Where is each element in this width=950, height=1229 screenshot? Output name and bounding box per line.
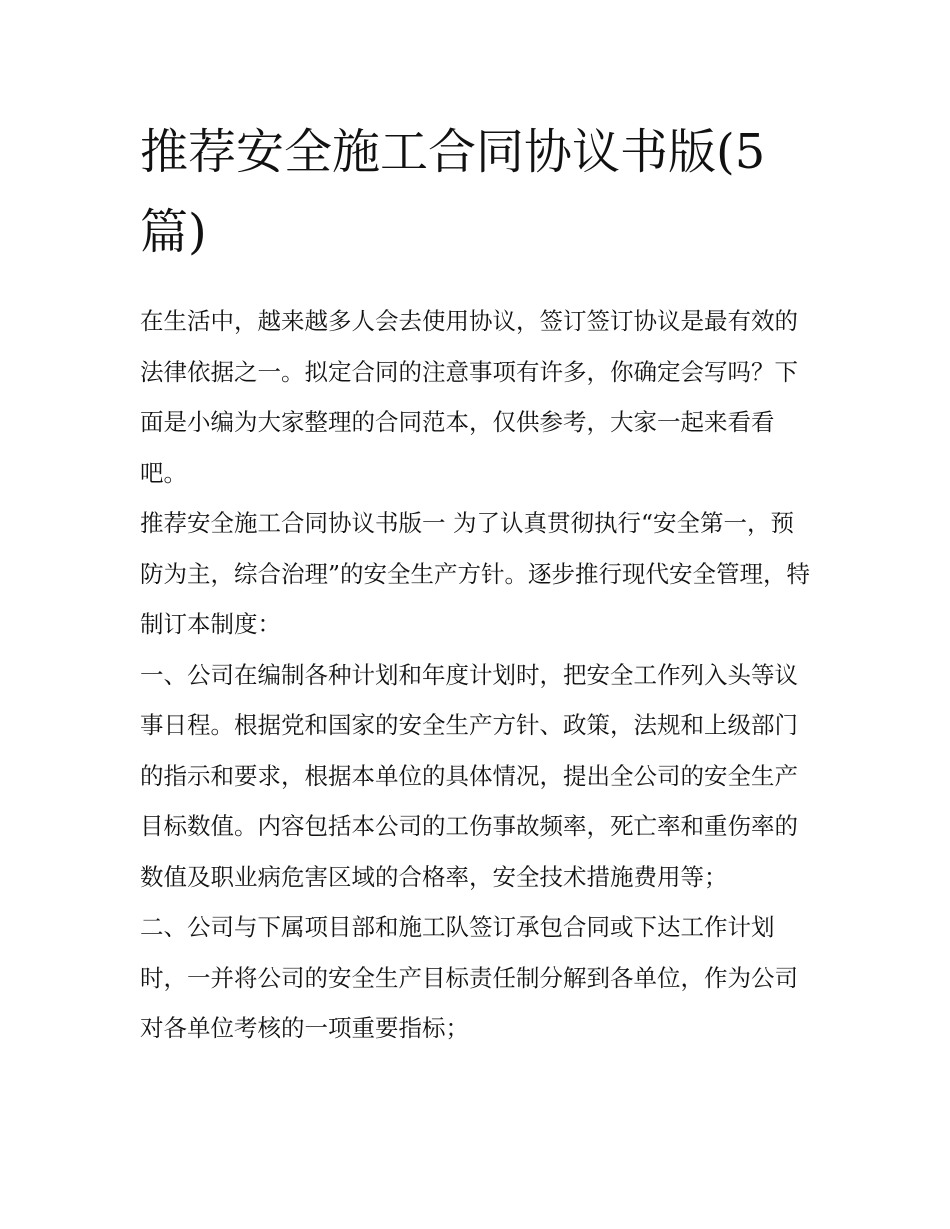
- paragraph-item-one: 一、公司在编制各种计划和年度计划时，把安全工作列入头等议事日程。根据党和国家的安全生产方针、政策，法规和上级部门的指示和要求，根据本单位的具体情况，提出全公司的安全生产目标数值。内容包括本公司的工伤事故频率，死亡率和重伤率的数值及职业病危害区域的合格率，安全技术措施费用等；: [140, 660, 798, 891]
- paragraph-intro: 在生活中，越来越多人会去使用协议，签订签订协议是最有效的法律依据之一。拟定合同的注意事项有许多，你确定会写吗？下面是小编为大家整理的合同范本，仅供参考，大家一起来看看吧。: [140, 307, 798, 487]
- paragraph-section-one: 推荐安全施工合同协议书版一 为了认真贯彻执行“安全第一，预防为主，综合治理”的安全生产方针。逐步推行现代安全管理，特制订本制度：: [140, 509, 811, 638]
- paragraph-item-two: 二、公司与下属项目部和施工队签订承包合同或下达工作计划时，一并将公司的安全生产目标责任制分解到各单位，作为公司对各单位考核的一项重要指标；: [140, 913, 798, 1042]
- document-body: [140, 112, 812, 1054]
- document-title: 推荐安全施工合同协议书版(5篇): [140, 124, 766, 260]
